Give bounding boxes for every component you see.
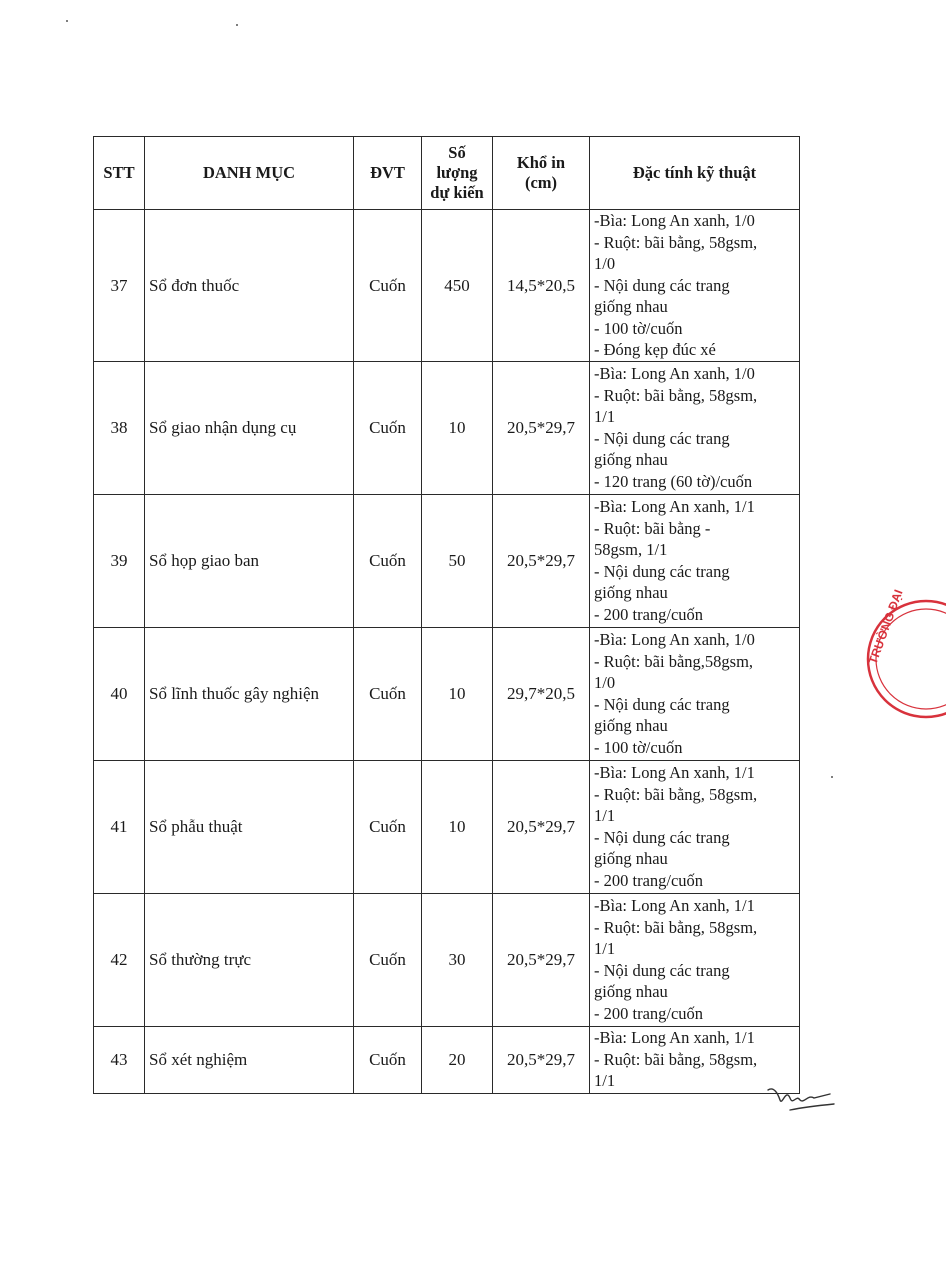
- cell-qty: 10: [422, 361, 493, 494]
- cell-size: 29,7*20,5: [493, 627, 590, 760]
- spec-line: 1/0: [594, 254, 616, 273]
- cell-spec: [590, 893, 800, 1026]
- cell-name: Sổ lĩnh thuốc gây nghiện: [145, 627, 354, 760]
- header-size: [493, 137, 590, 210]
- cell-spec: [590, 361, 800, 494]
- cell-stt: 43: [94, 1026, 145, 1093]
- cell-spec: [590, 210, 800, 362]
- spec-line: giống nhau: [594, 849, 668, 868]
- header-unit: ĐVT: [354, 137, 422, 210]
- cell-size: 14,5*20,5: [493, 210, 590, 362]
- spec-line: - Ruột: bãi bằng, 58gsm,: [594, 917, 758, 937]
- cell-unit: Cuốn: [354, 210, 422, 362]
- table-row: [94, 893, 800, 1026]
- spec-line: - 200 trang/cuốn: [594, 870, 704, 890]
- handwritten-initials: [760, 1080, 840, 1120]
- spec-line: - Ruột: bãi bằng -: [594, 518, 711, 538]
- cell-name: Sổ xét nghiệm: [145, 1026, 354, 1093]
- spec-line: - 100 tờ/cuốn: [594, 318, 683, 338]
- cell-name: Sổ thường trực: [145, 893, 354, 1026]
- spec-line: - Nội dung các trang: [594, 561, 730, 581]
- spec-line: giống nhau: [594, 450, 668, 469]
- header-qty-line: Số: [448, 143, 466, 162]
- cell-size: 20,5*29,7: [493, 494, 590, 627]
- header-spec: Đặc tính kỹ thuật: [590, 137, 800, 210]
- spec-line: giống nhau: [594, 716, 668, 735]
- cell-stt: 41: [94, 760, 145, 893]
- cell-stt: 37: [94, 210, 145, 362]
- spec-line: - Ruột: bãi bằng,58gsm,: [594, 651, 754, 671]
- table-row: [94, 760, 800, 893]
- cell-spec: [590, 494, 800, 627]
- spec-line: - Nội dung các trang: [594, 960, 730, 980]
- spec-line: giống nhau: [594, 982, 668, 1001]
- spec-line: giống nhau: [594, 583, 668, 602]
- spec-line: -Bìa: Long An xanh, 1/0: [594, 211, 755, 230]
- header-qty-line: dự kiến: [430, 183, 484, 202]
- spec-line: - Ruột: bãi bằng, 58gsm,: [594, 232, 758, 252]
- spec-line: -Bìa: Long An xanh, 1/1: [594, 1028, 755, 1048]
- cell-stt: 39: [94, 494, 145, 627]
- spec-line: -Bìa: Long An xanh, 1/0: [594, 364, 755, 383]
- header-name: DANH MỤC: [145, 137, 354, 210]
- table-row: [94, 494, 800, 627]
- header-stt: STT: [94, 137, 145, 210]
- cell-unit: Cuốn: [354, 361, 422, 494]
- spec-line: - Đóng kẹp đúc xé: [594, 340, 716, 359]
- header-row: [94, 137, 800, 210]
- spec-line: 1/1: [594, 407, 616, 426]
- spec-line: - Nội dung các trang: [594, 428, 730, 448]
- spec-line: -Bìa: Long An xanh, 1/1: [594, 896, 755, 915]
- table-row: [94, 1026, 800, 1093]
- red-seal-stamp: [856, 587, 946, 725]
- cell-size: 20,5*29,7: [493, 1026, 590, 1093]
- cell-stt: 40: [94, 627, 145, 760]
- scan-speck: [236, 24, 238, 26]
- spec-line: - Ruột: bãi bằng, 58gsm,: [594, 1049, 758, 1069]
- spec-line: -Bìa: Long An xanh, 1/0: [594, 630, 755, 649]
- table-row: [94, 627, 800, 760]
- scan-speck: [66, 20, 68, 22]
- spec-line: - 100 tờ/cuốn: [594, 737, 683, 757]
- cell-size: 20,5*29,7: [493, 760, 590, 893]
- svg-text:TRƯỜNG ĐẠI: TRƯỜNG ĐẠI: [865, 587, 906, 667]
- cell-stt: 42: [94, 893, 145, 1026]
- spec-line: 1/1: [594, 806, 616, 825]
- cell-unit: Cuốn: [354, 893, 422, 1026]
- cell-size: 20,5*29,7: [493, 893, 590, 1026]
- spec-line: - 120 trang (60 tờ)/cuốn: [594, 471, 753, 491]
- spec-line: 1/1: [594, 1071, 616, 1091]
- spec-line: 1/0: [594, 673, 616, 692]
- cell-name: Sổ đơn thuốc: [145, 210, 354, 362]
- cell-name: Sổ phẫu thuật: [145, 760, 354, 893]
- cell-qty: 50: [422, 494, 493, 627]
- spec-line: - Nội dung các trang: [594, 827, 730, 847]
- table-row: [94, 210, 800, 362]
- scan-speck: [831, 776, 833, 778]
- spec-line: 1/1: [594, 939, 616, 958]
- cell-unit: Cuốn: [354, 760, 422, 893]
- cell-qty: 10: [422, 627, 493, 760]
- cell-name: Sổ họp giao ban: [145, 494, 354, 627]
- cell-spec: [590, 760, 800, 893]
- header-qty: [422, 137, 493, 210]
- spec-line: -Bìa: Long An xanh, 1/1: [594, 497, 755, 516]
- table-row: [94, 361, 800, 494]
- spec-line: giống nhau: [594, 297, 668, 316]
- specification-table: [93, 136, 800, 1094]
- cell-qty: 30: [422, 893, 493, 1026]
- cell-unit: Cuốn: [354, 627, 422, 760]
- table-body: [94, 210, 800, 1094]
- spec-line: - Nội dung các trang: [594, 694, 730, 714]
- cell-unit: Cuốn: [354, 1026, 422, 1093]
- spec-line: - 200 trang/cuốn: [594, 604, 704, 624]
- header-size-line: Khổ in: [516, 153, 566, 172]
- spec-line: - Nội dung các trang: [594, 275, 730, 295]
- spec-line: - Ruột: bãi bằng, 58gsm,: [594, 385, 758, 405]
- spec-line: 58gsm, 1/1: [594, 540, 668, 559]
- header-qty-line: lượng: [436, 163, 478, 182]
- cell-qty: 20: [422, 1026, 493, 1093]
- spec-line: - 200 trang/cuốn: [594, 1003, 704, 1023]
- spec-line: -Bìa: Long An xanh, 1/1: [594, 763, 755, 782]
- header-size-line: (cm): [524, 173, 558, 192]
- cell-size: 20,5*29,7: [493, 361, 590, 494]
- cell-qty: 450: [422, 210, 493, 362]
- cell-name: Sổ giao nhận dụng cụ: [145, 361, 354, 494]
- cell-qty: 10: [422, 760, 493, 893]
- cell-spec: [590, 627, 800, 760]
- spec-line: - Ruột: bãi bằng, 58gsm,: [594, 784, 758, 804]
- cell-stt: 38: [94, 361, 145, 494]
- cell-unit: Cuốn: [354, 494, 422, 627]
